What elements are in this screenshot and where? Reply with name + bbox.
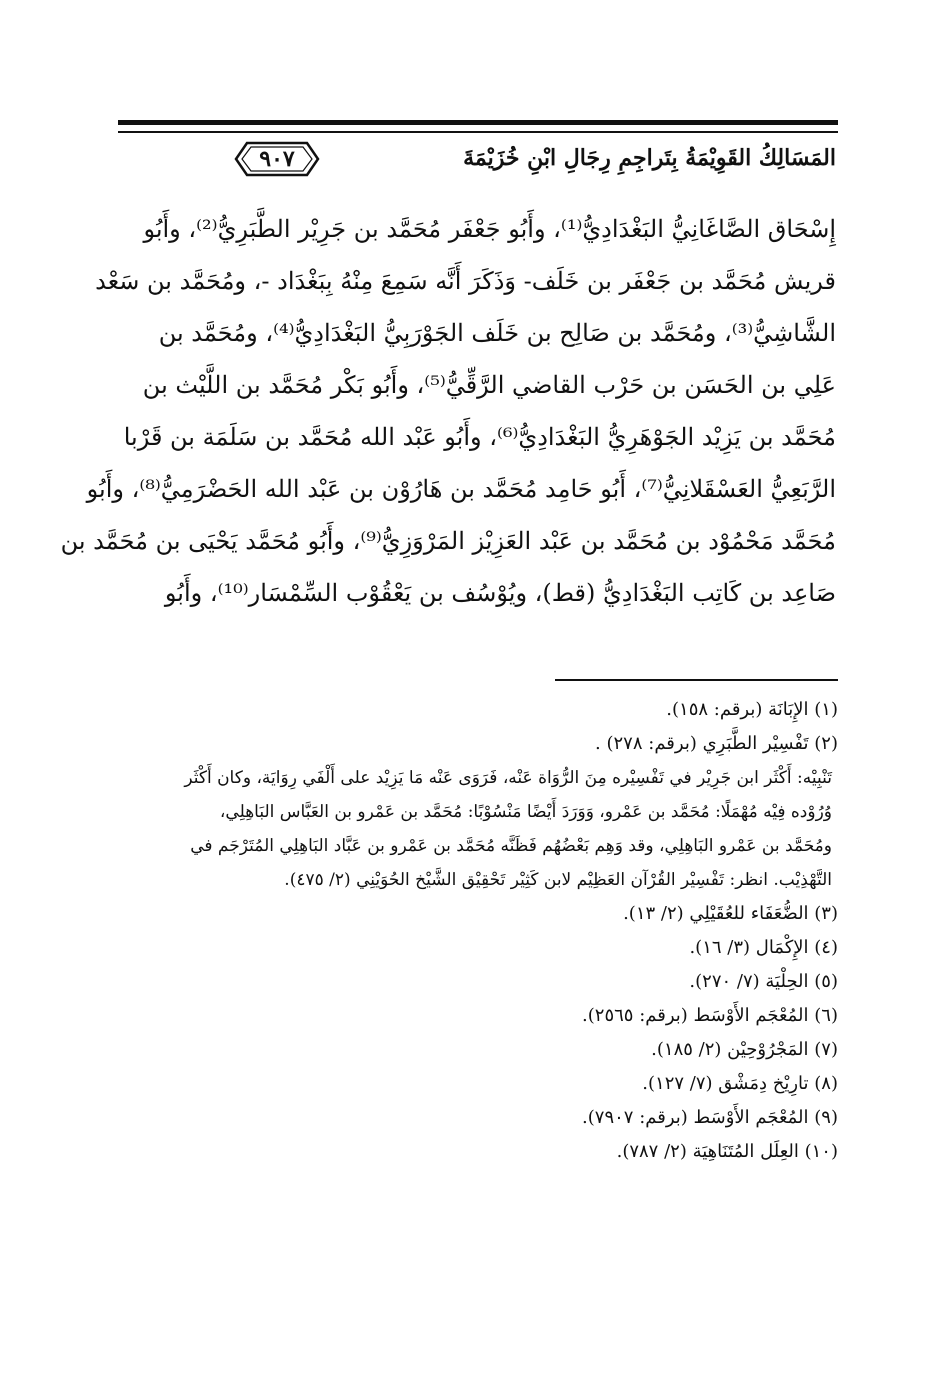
footnote-note-line: التَّهْذِيْب. انظر: تَفْسِيْر القُرْآن العَظِيْم لابن كَثِيْر تَحْقِيْق الشَّيْخ الحُوَيْنِي (٢/ ٤٧٥). (284, 870, 832, 890)
text-line: الشَّاشِيُّ⁽³⁾، ومُحَمَّد بن صَالِح بن خَلَف الجَوْرَبِيُّ البَغْدَادِيُّ⁽⁴⁾، ومُحَمَّد بن (158, 319, 836, 347)
header-rule-thick (118, 120, 838, 125)
footnote: (١) الإِبَانَة (برقم: ١٥٨). (666, 699, 838, 720)
footnotes (98, 693, 838, 1169)
text-line: صَاعِد بن كَاتِب البَغْدَادِيُّ (قط)، ويُوْسُف بن يَعْقُوْب السِّمْسَار⁽¹⁰⁾، وأَبُو (164, 579, 836, 607)
footnote: (٨) تارِيْخ دِمَشْق (٧/ ١٢٧). (642, 1073, 838, 1094)
text-line: مُحَمَّد بن يَزِيْد الجَوْهَرِيُّ البَغْدَادِيُّ⁽⁶⁾، وأَبُو عَبْد الله مُحَمَّد بن سَلَمَة بن قَرْبا (123, 423, 836, 451)
footnote: (٢) تَفْسِيْر الطَّبَرِي (برقم: ٢٧٨) . (595, 733, 838, 754)
running-title: المَسَالِكُ القَوِيْمَةُ بِتَراجِمِ رِجَالِ ابْنِ خُزَيْمَةَ (463, 145, 836, 171)
footnote: (٦) المُعْجَم الأَوْسَط (برقم: ٢٥٦٥). (582, 1005, 838, 1026)
footnote: (٣) الضُّعَفَاء للعُقَيْلِي (٢/ ١٣). (623, 903, 838, 924)
footnote: (٧) المَجْرُوْحِيْن (٢/ ١٨٥). (651, 1039, 838, 1060)
page-number-badge (232, 139, 322, 179)
footnote: (٩) المُعْجَم الأَوْسَط (برقم: ٧٩٠٧). (582, 1107, 838, 1128)
footnote: (١٠) العِلَل المُتَنَاهِيَة (٢/ ٧٨٧). (616, 1141, 838, 1162)
footnote: (٤) الإِكْمَال (٣/ ١٦). (689, 937, 838, 958)
page-number: ٩٠٧ (259, 146, 295, 172)
text-line: قريش مُحَمَّد بن جَعْفَر بن خَلَف- وَذَكَرَ أَنَّه سَمِعَ مِنْهُ بِبَغْدَاد -، ومُحَمَّد بن سَعْد (95, 267, 836, 295)
text-line: الرَّبَعِيُّ العَسْقَلانِيُّ⁽⁷⁾، أَبُو حَامِد مُحَمَّد بن هَارُوْن بن عَبْد الله الحَضْرَمِيُّ⁽⁸⁾، وأَبُو (86, 475, 836, 503)
footnote-note-line: ومُحَمَّد بن عَمْرو البَاهِلِي، وقد وَهِم بَعْضُهُم فَظَنَّه مُحَمَّد بن عَمْرو بن عَبَّاد البَاهِلِي المُتَرْجَم في (190, 836, 832, 856)
text-line: إِسْحَاق الصَّاغَانِيُّ البَغْدَادِيُّ⁽¹⁾، وأَبُو جَعْفَر مُحَمَّد بن جَرِيْر الطَّبَرِيُّ⁽²⁾، وأَبُو (143, 215, 836, 243)
footnote-separator (555, 679, 838, 681)
header-rule-thin (118, 131, 838, 133)
footnote-note-line: وُرُوْده فِيْه مُهْمَلًا: مُحَمَّد بن عَمْرو، وَوَرَدَ أَيْضًا مَنْسُوْبًا: مُحَمَّد بن عَمْرو بن العَبَّاس البَاهِلِي، (219, 802, 832, 822)
text-line: عَلِي بن الحَسَن بن حَرْب القاضي الرَّقِّيُّ⁽⁵⁾، وأَبُو بَكْر مُحَمَّد بن اللَّيْث بن (142, 371, 836, 399)
text-line: مُحَمَّد مَحْمُوْد بن مُحَمَّد بن عَبْد العَزِيْز المَرْوَزِيُّ⁽⁹⁾، وأَبُو مُحَمَّد يَحْيَى بن مُحَمَّد بن (60, 527, 836, 555)
main-text (60, 203, 836, 619)
footnote-note-line: تَنْبِيْه: أَكْثَر ابن جَرِيْر في تَفْسِيْره مِنَ الرُّوَاة عَنْه، فَرَوَى عَنْه مَا يَزِيْد على أَلْفَي رِوَايَة، وكان أَكْثَر (184, 768, 832, 788)
footnote: (٥) الحِلْيَة (٧/ ٢٧٠). (689, 971, 838, 992)
